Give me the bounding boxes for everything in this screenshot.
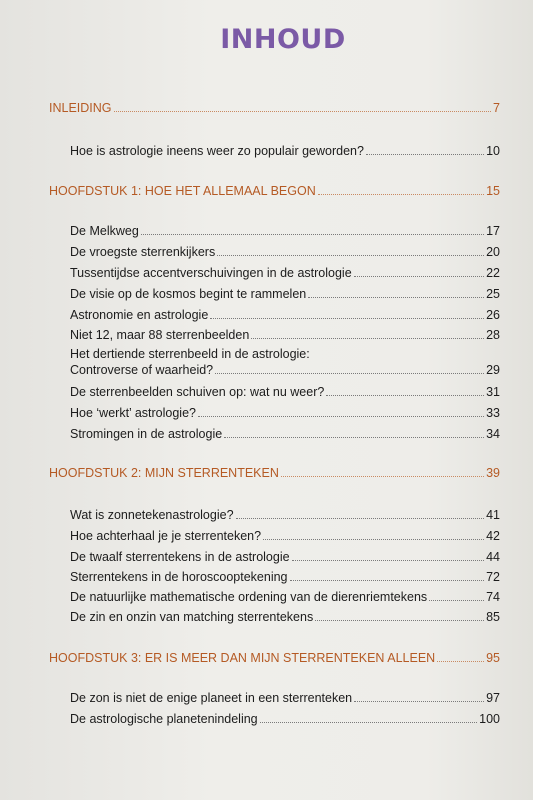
toc-page-number: 97 — [486, 691, 500, 705]
toc-entry-label-continued: Controverse of waarheid? — [70, 363, 214, 377]
toc-page-number: 28 — [486, 328, 500, 342]
toc-entry — [70, 507, 500, 523]
dot-leader — [224, 437, 484, 438]
toc-page-number: 10 — [486, 144, 500, 158]
toc-page-number: 74 — [486, 590, 500, 604]
toc-entry-label: Stromingen in de astrologie — [70, 427, 223, 441]
toc-entry — [70, 244, 500, 260]
toc-entry — [70, 609, 500, 625]
toc-entry-label: De twaalf sterrentekens in de astrologie — [70, 550, 290, 564]
toc-page-number: 7 — [493, 101, 500, 115]
toc-entry — [70, 549, 500, 565]
toc-page-number: 95 — [486, 651, 500, 665]
dot-leader — [114, 111, 492, 112]
dot-leader — [281, 476, 484, 477]
dot-leader — [354, 276, 484, 277]
toc-page-number: 29 — [486, 363, 500, 377]
toc-entry — [70, 265, 500, 281]
dot-leader — [315, 620, 484, 621]
toc-page-number: 44 — [486, 550, 500, 564]
toc-entry — [70, 711, 500, 727]
toc-entry — [70, 286, 500, 302]
toc-entry-label: HOOFDSTUK 1: HOE HET ALLEMAAL BEGON — [49, 184, 316, 198]
toc-entry — [70, 384, 500, 400]
toc-page-number: 33 — [486, 406, 500, 420]
toc-chapter-entry — [49, 183, 500, 199]
page-title: INHOUD — [220, 24, 346, 55]
dot-leader — [292, 560, 485, 561]
dot-leader — [318, 194, 484, 195]
toc-entry-label: De natuurlijke mathematische ordening van de dierenriemtekens — [70, 590, 428, 604]
toc-entry — [70, 307, 500, 323]
toc-entry-label: Sterrentekens in de horoscooptekening — [70, 570, 288, 584]
dot-leader — [263, 539, 484, 540]
toc-page-number: 34 — [486, 427, 500, 441]
dot-leader — [366, 154, 484, 155]
toc-entry — [70, 223, 500, 239]
toc-page-number: 25 — [486, 287, 500, 301]
toc-entry-label: HOOFDSTUK 3: ER IS MEER DAN MIJN STERRENTEKEN ALLEEN — [49, 651, 436, 665]
toc-page-number: 100 — [479, 712, 500, 726]
dot-leader — [198, 416, 484, 417]
toc-page-number: 20 — [486, 245, 500, 259]
toc-page-number: 26 — [486, 308, 500, 322]
toc-entry-label: De zon is niet de enige planeet in een sterrenteken — [70, 691, 353, 705]
toc-entry-label: Het dertiende sterrenbeeld in de astrologie: — [70, 347, 310, 361]
toc-page-number: 85 — [486, 610, 500, 624]
dot-leader — [217, 255, 484, 256]
dot-leader — [290, 580, 485, 581]
toc-entry — [70, 327, 500, 343]
toc-entry — [70, 528, 500, 544]
toc-chapter-entry — [49, 100, 500, 116]
dot-leader — [210, 318, 484, 319]
toc-entry-label: De visie op de kosmos begint te rammelen — [70, 287, 307, 301]
dot-leader — [354, 701, 484, 702]
toc-entry — [70, 143, 500, 159]
toc-entry-label: Hoe is astrologie ineens weer zo populair geworden? — [70, 144, 364, 158]
toc-page-number: 22 — [486, 266, 500, 280]
dot-leader — [236, 518, 485, 519]
toc-entry — [70, 346, 500, 378]
toc-page-number: 72 — [486, 570, 500, 584]
dot-leader — [308, 297, 484, 298]
toc-entry — [70, 405, 500, 421]
toc-entry — [70, 426, 500, 442]
toc-entry-label: Hoe ‘werkt’ astrologie? — [70, 406, 196, 420]
toc-chapter-entry — [49, 650, 500, 666]
toc-page-number: 39 — [486, 466, 500, 480]
dot-leader — [326, 395, 484, 396]
toc-page-number: 15 — [486, 184, 500, 198]
toc-entry-label: De Melkweg — [70, 224, 139, 238]
toc-entry-label: De astrologische planetenindeling — [70, 712, 258, 726]
toc-page-number: 31 — [486, 385, 500, 399]
toc-entry-label: Tussentijdse accentverschuivingen in de astrologie — [70, 266, 352, 280]
toc-entry-label: Wat is zonnetekenastrologie? — [70, 508, 234, 522]
toc-chapter-entry — [49, 465, 500, 481]
dot-leader — [141, 234, 484, 235]
toc-entry — [70, 589, 500, 605]
dot-leader — [437, 661, 484, 662]
toc-page-number: 41 — [486, 508, 500, 522]
toc-entry — [70, 690, 500, 706]
toc-entry-label: HOOFDSTUK 2: MIJN STERRENTEKEN — [49, 466, 279, 480]
toc-entry-label: De vroegste sterrenkijkers — [70, 245, 216, 259]
toc-entry-label: Niet 12, maar 88 sterrenbeelden — [70, 328, 250, 342]
dot-leader — [260, 722, 478, 723]
toc-page-number: 17 — [486, 224, 500, 238]
toc-entry-label: De sterrenbeelden schuiven op: wat nu weer? — [70, 385, 325, 399]
toc-entry — [70, 569, 500, 585]
dot-leader — [251, 338, 484, 339]
dot-leader — [215, 373, 484, 374]
dot-leader — [429, 600, 484, 601]
toc-entry-label: Astronomie en astrologie — [70, 308, 209, 322]
toc-entry-label: Hoe achterhaal je je sterrenteken? — [70, 529, 262, 543]
toc-page-number: 42 — [486, 529, 500, 543]
toc-entry-label: De zin en onzin van matching sterrentekens — [70, 610, 314, 624]
toc-entry-label: INLEIDING — [49, 101, 112, 115]
